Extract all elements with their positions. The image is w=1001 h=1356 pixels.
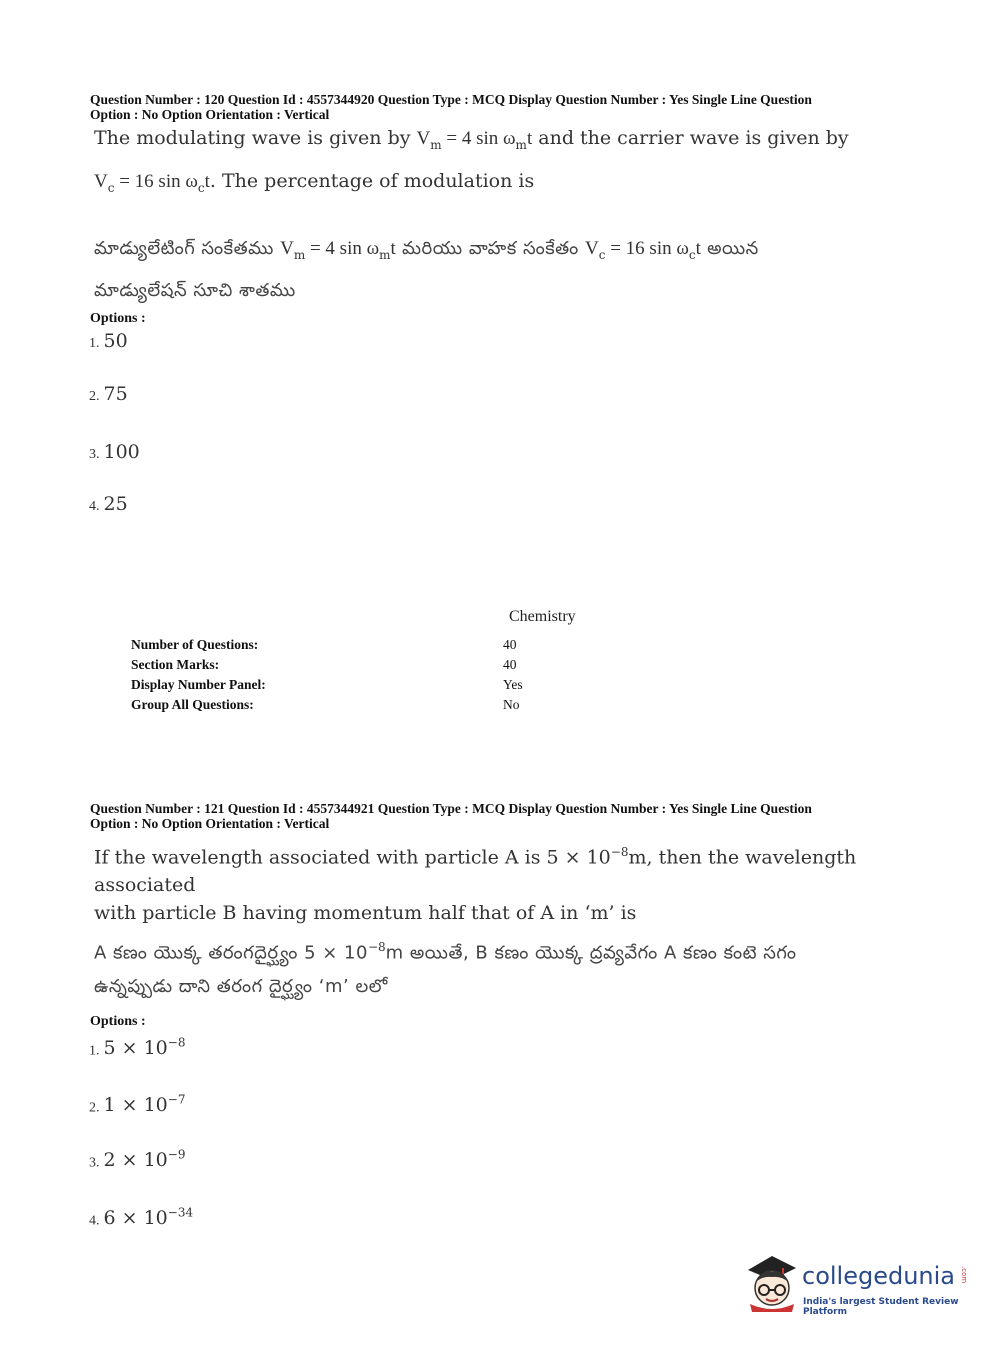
q121-option-1[interactable]: [89, 1036, 185, 1059]
option-value: 75: [103, 383, 128, 405]
q120-option-4[interactable]: [89, 493, 128, 515]
section-label-num-questions: Number of Questions:: [131, 637, 259, 652]
q120-te-line2: మాడ్యులేషన్ సూచి శాతము: [94, 279, 296, 301]
q120-te-line1: మాడ్యులేటింగ్ సంకేతము $V_m = 4$ $\sin \omega_mt$ మరియు వాహక సంకేతం $V_c = 16$ $\sin \omega_ct$ అయిన: [94, 238, 759, 262]
option-value: $2 \times 10^{-9}$: [103, 1148, 186, 1172]
q120-option-3[interactable]: [89, 441, 140, 463]
section-value-num-questions: 40: [503, 637, 517, 652]
section-label-marks: Section Marks:: [131, 657, 220, 672]
q120-meta: [90, 92, 930, 122]
q121-option-4[interactable]: [89, 1206, 193, 1229]
q120-en-line2: $V_c = 16$ $\sin \omega_ct$. The percentage of modulation is: [94, 169, 535, 195]
option-value: $6 \times 10^{-34}$: [103, 1206, 194, 1230]
q120-en-line1: The modulating wave is given by $V_m = 4$ $\sin \omega_mt$ and the carrier wave is given by: [94, 127, 849, 152]
q120-option-2[interactable]: [89, 383, 128, 405]
option-value: $5 \times 10^{-8}$: [103, 1036, 186, 1060]
q121-question-english: [94, 838, 894, 927]
q121-te-line1: A కణం యొక్క తరంగదైర్ఘ్యం $5 \times 10^{-8}m$ అయితే, B కణం యొక్క ద్రవ్యవేగం A కణం కంటె సగం: [94, 940, 797, 964]
section-label-display-panel: Display Number Panel:: [131, 677, 266, 692]
option-number: 3.: [89, 1155, 100, 1171]
option-number: 3.: [89, 447, 100, 462]
collegedunia-logo: [742, 1250, 972, 1320]
logo-tagline: India's largest Student Review Platform: [803, 1297, 959, 1317]
q121-option-3[interactable]: [89, 1148, 185, 1171]
option-number: 4.: [89, 499, 100, 514]
option-value: 100: [103, 441, 140, 463]
q121-meta-line2: Option : No Option Orientation : Vertical: [90, 816, 330, 831]
q120-meta-line2: Option : No Option Orientation : Vertical: [90, 107, 330, 122]
section-value-group-all: No: [503, 697, 520, 712]
q121-en-line1: If the wavelength associated with particle A is $5 \times 10^{-8}m$, then the wavelength associated: [94, 845, 857, 897]
q121-question-telugu: [94, 930, 894, 1004]
option-value: 25: [103, 493, 128, 515]
section-value-marks: 40: [503, 657, 517, 672]
option-value: $1 \times 10^{-7}$: [103, 1093, 186, 1117]
section-label-group-all: Group All Questions:: [131, 697, 254, 712]
mascot-icon: [742, 1252, 800, 1314]
q120-question-telugu: [94, 230, 894, 309]
q120-meta-line1: Question Number : 120 Question Id : 4557344920 Question Type : MCQ Display Question Number : Yes Single Line Question: [90, 92, 812, 107]
q121-meta: [90, 801, 930, 831]
section-title: Chemistry: [509, 608, 576, 625]
logo-wordmark: collegedunia: [802, 1262, 956, 1290]
option-number: 2.: [89, 389, 100, 404]
option-number: 4.: [89, 1213, 100, 1229]
option-value: 50: [103, 330, 128, 352]
option-number: 1.: [89, 1043, 100, 1059]
q121-options-label: Options :: [90, 1014, 146, 1029]
option-number: 1.: [89, 336, 100, 351]
section-value-display-panel: Yes: [503, 677, 523, 692]
option-number: 2.: [89, 1100, 100, 1116]
q121-meta-line1: Question Number : 121 Question Id : 4557344921 Question Type : MCQ Display Question Number : Yes Single Line Question: [90, 801, 812, 816]
q120-options-label: Options :: [90, 311, 146, 326]
q120-question-english: [94, 120, 894, 206]
q120-option-1[interactable]: [89, 330, 128, 352]
q121-te-line2: ఉన్నప్పుడు దాని తరంగ దైర్ఘ్యం ‘m’ లలో: [94, 976, 388, 998]
q121-en-line2: with particle B having momentum half that of A in ‘m’ is: [94, 902, 637, 925]
q121-option-2[interactable]: [89, 1093, 185, 1116]
logo-com: .com: [960, 1266, 968, 1284]
